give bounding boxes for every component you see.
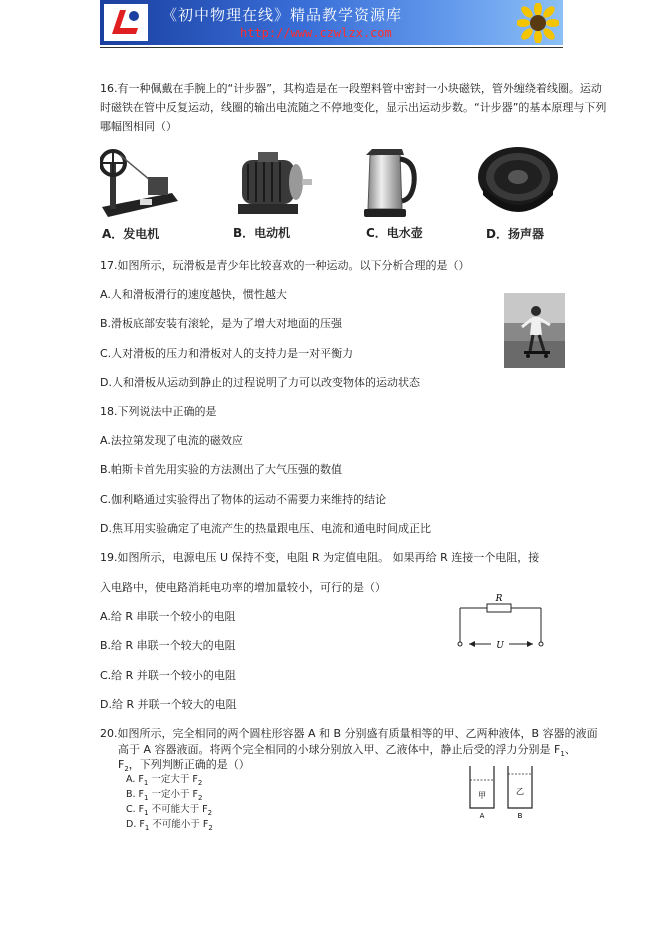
q17-option-a: A.人和滑板滑行的速度越快，惯性越大 bbox=[100, 288, 287, 301]
q20-option-d: D. $F_1$ 不可能小于 $F_2$ bbox=[126, 819, 213, 832]
q16-label-d: D．扬声器 bbox=[486, 227, 544, 241]
container-a-liquid: 甲 bbox=[478, 791, 486, 800]
q17-option-d: D.人和滑板从运动到静止的过程说明了力可以改变物体的运动状态 bbox=[100, 376, 420, 389]
container-a-label: A bbox=[479, 812, 485, 820]
electric-kettle-image bbox=[360, 147, 420, 219]
circuit-r-label: R bbox=[495, 594, 503, 604]
q17-option-b: B.滑板底部安装有滚轮，是为了增大对地面的压强 bbox=[100, 317, 343, 330]
q18-option-a: A.法拉第发现了电流的磁效应 bbox=[100, 434, 243, 447]
header-divider bbox=[100, 47, 563, 48]
containers-diagram bbox=[462, 760, 540, 820]
q20-option-b: B. $F_1$ 一定小于 $F_2$ bbox=[126, 789, 203, 802]
q20-line1: 20.如图所示，完全相同的两个圆柱形容器 A 和 B 分别盛有质量相等的甲、乙两种液体，B 容器的液面 bbox=[100, 727, 598, 740]
q17-option-c: C.人对滑板的压力和滑板对人的支持力是一对平衡力 bbox=[100, 347, 354, 360]
q20-option-a: A. $F_1$ 一定大于 $F_2$ bbox=[126, 774, 203, 787]
q16-line1: 16.有一种佩戴在手腕上的“计步器”，其构造是在一段塑料管中密封一小块磁铁，管外缠绕着线圈。运动 bbox=[100, 82, 602, 95]
banner-title: 《初中物理在线》精品教学资源库 bbox=[162, 6, 403, 24]
q20-line2: 高于 A 容器液面。将两个完全相同的小球分别放入甲、乙液体中，静止后受的浮力分别是 $F_1$、 bbox=[118, 743, 576, 759]
q16-label-a: A．发电机 bbox=[102, 227, 160, 241]
q19-option-a: A.给 R 串联一个较小的电阻 bbox=[100, 610, 236, 623]
q19-line2: 入电路中，使电路消耗电功率的增加量较小，可行的是（） bbox=[100, 581, 386, 594]
generator-image bbox=[100, 145, 180, 220]
q18-option-c: C.伽利略通过实验得出了物体的运动不需要力来维持的结论 bbox=[100, 493, 387, 506]
banner-url[interactable]: http://www.czwlzx.com bbox=[240, 26, 392, 40]
loudspeaker-image bbox=[475, 143, 561, 221]
q19-option-b: B.给 R 串联一个较大的电阻 bbox=[100, 639, 236, 652]
q16-label-c: C．电水壶 bbox=[366, 226, 423, 240]
q17-stem: 17.如图所示，玩滑板是青少年比较喜欢的一种运动。以下分析合理的是（） bbox=[100, 259, 470, 272]
motor-image bbox=[228, 150, 313, 220]
q16-line2: 时磁铁在管中反复运动，线圈的输出电流随之不停地变化，显示出运动步数。“计步器”的基本原理与下列 bbox=[100, 101, 607, 114]
q18-stem: 18.下列说法中正确的是 bbox=[100, 405, 217, 418]
q19-line1: 19.如图所示，电源电压 U 保持不变，电阻 R 为定值电阻。 如果再给 R 连接一个电阻，接 bbox=[100, 551, 540, 564]
sunflower-icon bbox=[517, 3, 559, 43]
q19-option-d: D.给 R 并联一个较大的电阻 bbox=[100, 698, 237, 711]
container-b-liquid: 乙 bbox=[516, 787, 524, 796]
q20-option-c: C. $F_1$ 不可能大于 $F_2$ bbox=[126, 804, 213, 817]
q16-line3: 哪幅图相同（） bbox=[100, 120, 177, 133]
header-banner bbox=[100, 0, 563, 45]
q16-label-b: B．电动机 bbox=[233, 226, 291, 240]
skateboard-photo bbox=[504, 293, 565, 368]
q19-option-c: C.给 R 并联一个较小的电阻 bbox=[100, 669, 236, 682]
q18-option-b: B.帕斯卡首先用实验的方法测出了大气压强的数值 bbox=[100, 463, 343, 476]
q20-line3: $F_2$，下列判断正确的是（） bbox=[118, 758, 250, 774]
circuit-diagram bbox=[455, 592, 547, 652]
circuit-u-label: U bbox=[496, 641, 504, 651]
site-logo-icon bbox=[104, 4, 148, 41]
q18-option-d: D.焦耳用实验确定了电流产生的热量跟电压、电流和通电时间成正比 bbox=[100, 522, 431, 535]
container-b-label: B bbox=[517, 812, 523, 820]
